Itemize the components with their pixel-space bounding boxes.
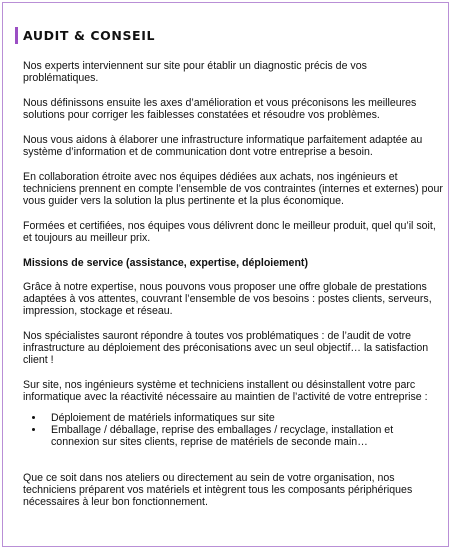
missions-paragraph-1: Grâce à notre expertise, nous pouvons vous proposer une offre globale de prestations adaptées à vos attentes, couvrant l’ensemble de vos besoins : postes clients, serveurs, impression, stockage et réseau. xyxy=(23,281,432,317)
section-body xyxy=(23,60,443,521)
list-item: • Déploiement de matériels informatiques sur site xyxy=(45,412,443,424)
intro-paragraph-2: Nous définissons ensuite les axes d’amélioration et vous préconisons les meilleures solutions pour corriger les faiblesses constatées et résoudre vos problèmes. xyxy=(23,97,417,121)
content-panel xyxy=(2,2,449,547)
intro-paragraph-4: En collaboration étroite avec nos équipes dédiées aux achats, nos ingénieurs et techniciens prennent en compte l’ensemble de vos contraintes (internes et externes) pour vous guider vers la solution la plus pertinente et la plus économique. xyxy=(23,171,443,207)
intro-paragraph-3: Nous vous aidons à élaborer une infrastructure informatique parfaitement adaptée au système d’information et de communication dont votre entreprise a besoin. xyxy=(23,134,423,158)
title-accent-bar xyxy=(15,27,18,44)
list-item: • Emballage / déballage, reprise des emballages / recyclage, installation et connexion sur sites clients, reprise de matériels de seconde main… xyxy=(45,424,443,448)
missions-heading: Missions de service (assistance, expertise, déploiement) xyxy=(23,257,308,269)
services-list xyxy=(23,412,443,448)
intro-paragraph-5: Formées et certifiées, nos équipes vous délivrent donc le meilleur produit, quel qu’il soit, et toujours au meilleur prix. xyxy=(23,220,436,244)
intro-paragraph-1: Nos experts interviennent sur site pour établir un diagnostic précis de vos problématiques. xyxy=(23,60,367,84)
missions-paragraph-3: Sur site, nos ingénieurs système et techniciens installent ou désinstallent votre parc informatique avec la réactivité nécessaire au maintien de l’activité de votre entreprise : xyxy=(23,379,428,403)
section-header xyxy=(15,25,155,45)
closing-paragraph: Que ce soit dans nos ateliers ou directement au sein de votre organisation, nos techniciens préparent vos matériels et intègrent tous les composants périphériques nécessaires à leur bon fonctionnement. xyxy=(23,472,413,508)
section-title: AUDIT & CONSEIL xyxy=(23,27,156,43)
missions-paragraph-2: Nos spécialistes sauront répondre à toutes vos problématiques : de l’audit de votre infrastructure au déploiement des préconisations avec un seul objectif… la satisfaction client ! xyxy=(23,330,429,366)
